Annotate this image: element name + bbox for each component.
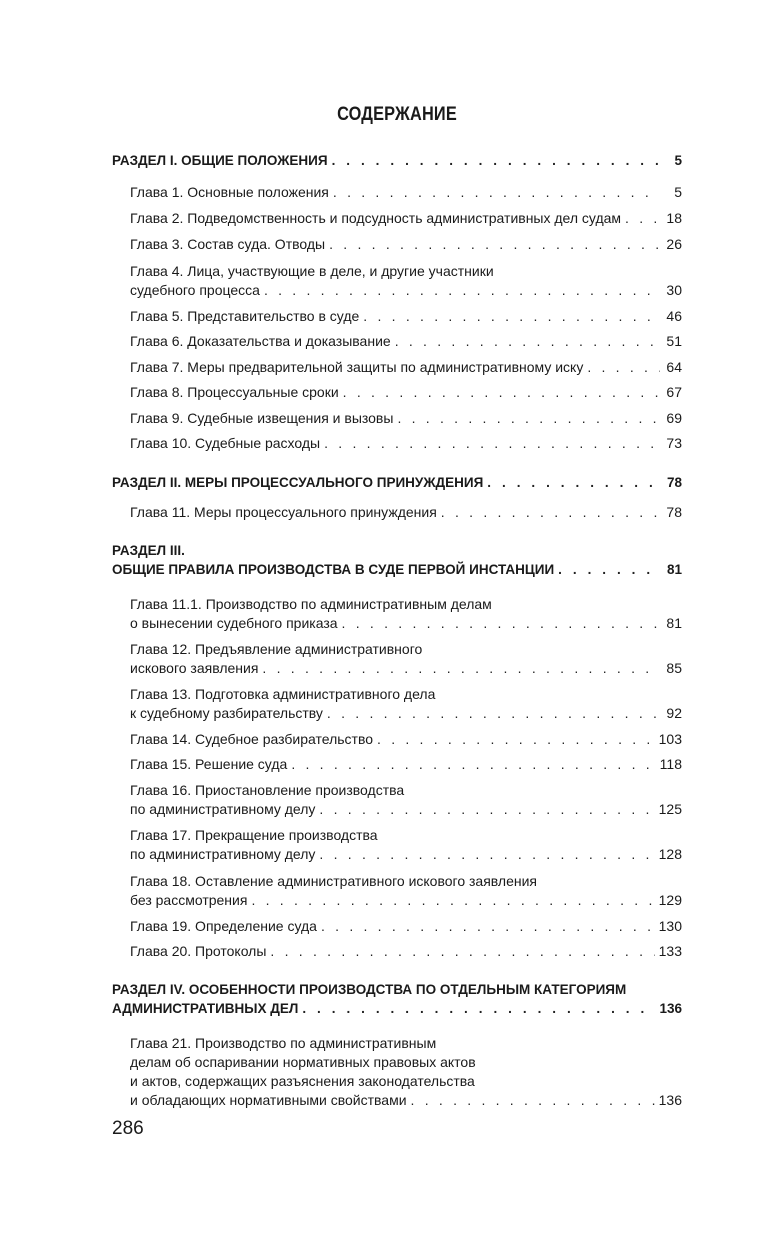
toc-entry-row xyxy=(112,999,682,1018)
toc-entry-title: и обладающих нормативными свойствами xyxy=(130,1092,407,1108)
toc-chapter xyxy=(130,262,682,300)
toc-entry-title: Глава 5. Представительство в суде xyxy=(130,308,360,324)
toc-page-ref: 69 xyxy=(666,410,682,426)
toc-entry-title: Глава 2. Подведомственность и подсудность административных дел судам xyxy=(130,210,622,226)
toc-entry-title-line: Глава 21. Производство по административным xyxy=(130,1035,437,1051)
dot-leader xyxy=(327,704,660,723)
toc-chapter xyxy=(130,640,682,678)
toc-entry-title: РАЗДЕЛ II. МЕРЫ ПРОЦЕССУАЛЬНОГО ПРИНУЖДЕНИЯ xyxy=(112,475,484,490)
toc-entry-title: Глава 10. Судебные расходы xyxy=(130,435,321,451)
dot-leader xyxy=(441,503,660,522)
toc-page-ref: 81 xyxy=(666,562,682,577)
dot-leader xyxy=(319,845,654,864)
dot-leader xyxy=(558,560,660,579)
dot-leader xyxy=(319,800,654,819)
toc-page-ref: 125 xyxy=(658,801,682,817)
dot-leader xyxy=(270,942,654,961)
dot-leader xyxy=(587,358,660,377)
toc-entry-title-line: РАЗДЕЛ III. xyxy=(112,543,185,558)
toc-entry-title: без рассмотрения xyxy=(130,892,248,908)
toc-entry-title: о вынесении судебного приказа xyxy=(130,615,338,631)
toc-entry-row xyxy=(130,917,682,936)
toc-entry-title-line: Глава 18. Оставление административного искового заявления xyxy=(130,873,537,889)
toc-page-ref: 130 xyxy=(658,918,682,934)
toc-entry-row xyxy=(130,332,682,351)
toc-chapter xyxy=(130,434,682,453)
toc-entry-row xyxy=(130,183,682,202)
toc-page-ref: 136 xyxy=(658,1092,682,1108)
dot-leader xyxy=(342,614,660,633)
toc-entry-title: Глава 9. Судебные извещения и вызовы xyxy=(130,410,394,426)
dot-leader xyxy=(262,659,660,678)
toc-entry-title-line: Глава 17. Прекращение производства xyxy=(130,827,378,843)
toc-page-ref: 118 xyxy=(659,756,682,772)
toc-entry-row xyxy=(130,503,682,522)
toc-entry-row xyxy=(112,473,682,492)
toc-page-ref: 78 xyxy=(666,475,682,490)
dot-leader xyxy=(343,383,660,402)
toc-entry-title: Глава 8. Процессуальные сроки xyxy=(130,384,339,400)
toc-entry-row xyxy=(130,730,682,749)
toc-page-ref: 5 xyxy=(674,184,682,200)
toc-entry-title: искового заявления xyxy=(130,660,259,676)
toc-entry-title: к судебному разбирательству xyxy=(130,705,323,721)
toc-entry-title: судебного процесса xyxy=(130,282,260,298)
toc-entry-row xyxy=(130,614,682,633)
toc-chapter xyxy=(130,685,682,723)
dot-leader xyxy=(251,891,654,910)
toc-page-ref: 5 xyxy=(674,153,682,168)
toc-entry-row xyxy=(130,704,682,723)
dot-leader xyxy=(377,730,655,749)
toc-page-ref: 18 xyxy=(666,210,682,226)
toc-chapter xyxy=(130,917,682,936)
toc-chapter xyxy=(130,235,682,254)
toc-entry-title-line: Глава 4. Лица, участвующие в деле, и другие участники xyxy=(130,263,494,279)
toc-chapter xyxy=(130,503,682,522)
toc-page-ref: 64 xyxy=(666,359,682,375)
toc-entry-title: Глава 19. Определение суда xyxy=(130,918,317,934)
toc-entry-row xyxy=(130,800,682,819)
toc-page-ref: 30 xyxy=(666,282,682,298)
toc-entry-title: Глава 11. Меры процессуального принуждения xyxy=(130,504,437,520)
toc-entry-row xyxy=(130,1091,682,1110)
toc-page-ref: 136 xyxy=(659,1001,682,1016)
toc-entry-row xyxy=(130,209,682,228)
toc-entry-title: Глава 7. Меры предварительной защиты по административному иску xyxy=(130,359,584,375)
toc-entry-row xyxy=(130,307,682,326)
toc-page-ref: 26 xyxy=(666,236,682,252)
toc-entry-title-line: РАЗДЕЛ IV. ОСОБЕННОСТИ ПРОИЗВОДСТВА ПО ОТДЕЛЬНЫМ КАТЕГОРИЯМ xyxy=(112,982,627,997)
toc-entry-row xyxy=(130,281,682,300)
toc-page-ref: 73 xyxy=(666,435,682,451)
dot-leader xyxy=(333,183,660,202)
toc-chapter xyxy=(130,755,682,774)
toc-chapter xyxy=(130,781,682,819)
toc-chapter xyxy=(130,332,682,351)
toc-entry-title: АДМИНИСТРАТИВНЫХ ДЕЛ xyxy=(112,1001,299,1016)
toc-entry-row xyxy=(112,560,682,579)
toc-entry-title-line: Глава 16. Приостановление производства xyxy=(130,782,405,798)
toc-page-ref: 78 xyxy=(666,504,682,520)
toc-chapter xyxy=(130,183,682,202)
toc-chapter xyxy=(130,307,682,326)
toc-entry-title: по административному делу xyxy=(130,846,316,862)
toc-chapter xyxy=(130,1034,682,1110)
toc-section xyxy=(112,473,682,492)
toc-entry-row xyxy=(130,434,682,453)
toc-entry-title: Глава 14. Судебное разбирательство xyxy=(130,731,374,747)
toc-entry-title-line: Глава 13. Подготовка административного дела xyxy=(130,686,436,702)
toc-section xyxy=(112,541,682,579)
toc-page-ref: 133 xyxy=(658,943,682,959)
toc-page-ref: 92 xyxy=(666,705,682,721)
toc-chapter xyxy=(130,826,682,864)
toc-entry-row xyxy=(130,891,682,910)
toc-chapter xyxy=(130,942,682,961)
toc-section xyxy=(112,151,682,170)
toc-page-ref: 46 xyxy=(666,308,682,324)
dot-leader xyxy=(302,999,655,1018)
toc-chapter xyxy=(130,872,682,910)
toc-entry-title: РАЗДЕЛ I. ОБЩИЕ ПОЛОЖЕНИЯ xyxy=(112,153,328,168)
dot-leader xyxy=(329,235,660,254)
toc-page-ref: 128 xyxy=(658,846,682,862)
page-title: СОДЕРЖАНИЕ xyxy=(337,104,457,125)
toc-page-ref: 51 xyxy=(666,333,682,349)
dot-leader xyxy=(625,209,660,228)
toc-entry-title: Глава 3. Состав суда. Отводы xyxy=(130,236,326,252)
toc-entry-title: ОБЩИЕ ПРАВИЛА ПРОИЗВОДСТВА В СУДЕ ПЕРВОЙ ИНСТАНЦИИ xyxy=(112,562,555,577)
toc-entry-row xyxy=(130,235,682,254)
toc-chapter xyxy=(130,358,682,377)
toc-section xyxy=(112,980,682,1018)
toc-page-ref: 85 xyxy=(666,660,682,676)
dot-leader xyxy=(395,332,660,351)
toc-entry-row xyxy=(130,383,682,402)
dot-leader xyxy=(332,151,660,170)
toc-page-ref: 81 xyxy=(666,615,682,631)
toc-entry-title: Глава 1. Основные положения xyxy=(130,184,329,200)
toc-chapter xyxy=(130,383,682,402)
toc-entry-row xyxy=(130,845,682,864)
toc-chapter xyxy=(130,730,682,749)
toc-entry-title: Глава 20. Протоколы xyxy=(130,943,267,959)
toc-entry-title-line: Глава 11.1. Производство по административным делам xyxy=(130,596,492,612)
dot-leader xyxy=(411,1091,655,1110)
toc-entry-title: Глава 15. Решение суда xyxy=(130,756,288,772)
toc-entry-row xyxy=(112,151,682,170)
toc-chapter xyxy=(130,409,682,428)
toc-entry-row xyxy=(130,358,682,377)
toc-entry-row xyxy=(130,659,682,678)
toc-chapter xyxy=(130,595,682,633)
toc-entry-title-line: Глава 12. Предъявление административного xyxy=(130,641,423,657)
toc-page-ref: 67 xyxy=(666,384,682,400)
toc-entry-row xyxy=(130,409,682,428)
toc-entry-row xyxy=(130,755,682,774)
toc-chapter xyxy=(130,209,682,228)
toc-entry-title-line: делам об оспаривании нормативных правовых актов xyxy=(130,1054,476,1070)
toc-entry-row xyxy=(130,942,682,961)
dot-leader xyxy=(324,434,660,453)
dot-leader xyxy=(487,473,660,492)
dot-leader xyxy=(291,755,655,774)
dot-leader xyxy=(321,917,655,936)
dot-leader xyxy=(397,409,660,428)
toc-entry-title: Глава 6. Доказательства и доказывание xyxy=(130,333,391,349)
page-number: 286 xyxy=(112,1118,144,1139)
dot-leader xyxy=(264,281,660,300)
dot-leader xyxy=(363,307,660,326)
toc-page-ref: 103 xyxy=(658,731,682,747)
toc-entry-title-line: и актов, содержащих разъяснения законодательства xyxy=(130,1073,475,1089)
toc-page-ref: 129 xyxy=(658,892,682,908)
toc-entry-title: по административному делу xyxy=(130,801,316,817)
